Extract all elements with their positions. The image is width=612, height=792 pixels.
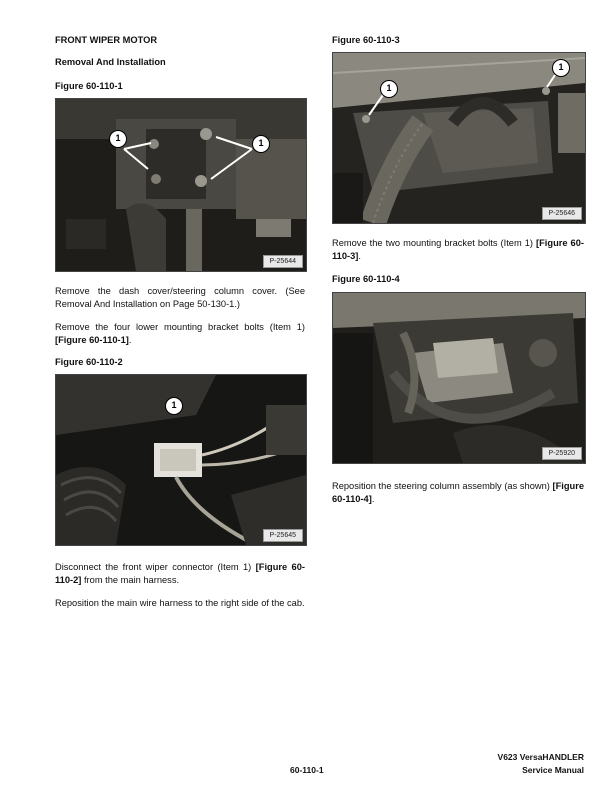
- figure-2-photo: [55, 374, 307, 546]
- paragraph-6-text: Reposition the steering column assembly (as shown): [332, 481, 550, 491]
- paragraph-3-end: from the main harness.: [83, 574, 180, 585]
- footer-product: V623 VersaHANDLER: [497, 752, 584, 762]
- figure-2-photo-number: P-25645: [263, 529, 303, 542]
- figure-1-photo-number: P-25644: [263, 255, 303, 268]
- figure-3-callout-right: 1: [552, 59, 570, 77]
- paragraph-4: Reposition the main wire harness to the right side of the cab.: [55, 598, 305, 608]
- paragraph-2-end: .: [128, 334, 132, 345]
- figure-4-photo-number: P-25920: [542, 447, 582, 460]
- page-number: 60-110-1: [290, 765, 324, 775]
- figure-4-caption: Figure 60-110-4: [332, 274, 400, 284]
- paragraph-6-figure-ref[interactable]: [Figure 60-110-4]: [332, 481, 584, 504]
- footer-manual: Service Manual: [522, 765, 584, 775]
- paragraph-2: [55, 321, 305, 346]
- paragraph-5-end: .: [358, 250, 361, 261]
- paragraph-5: [332, 237, 584, 262]
- figure-3-caption: Figure 60-110-3: [332, 35, 400, 45]
- figure-1-callout-right: 1: [252, 135, 270, 153]
- figure-3-image: [333, 53, 585, 223]
- figure-1-image: [56, 99, 306, 271]
- paragraph-6: [332, 480, 584, 505]
- paragraph-3: [55, 561, 305, 586]
- figure-3-callout-left: 1: [380, 80, 398, 98]
- figure-2-caption: Figure 60-110-2: [55, 357, 123, 367]
- paragraph-1: Remove the dash cover/steering column cover. (See Removal And Installation on Page 50-130-1.): [55, 286, 305, 309]
- paragraph-5-text: Remove the two mounting bracket bolts (Item 1): [332, 238, 533, 248]
- figure-4-image: [333, 293, 585, 463]
- figure-1-photo: [55, 98, 307, 272]
- paragraph-6-end: .: [371, 493, 375, 504]
- figure-2-callout: 1: [165, 397, 183, 415]
- paragraph-2-figure-ref[interactable]: [Figure 60-110-1]: [55, 334, 129, 345]
- figure-4-photo: [332, 292, 586, 464]
- subsection-title: Removal And Installation: [55, 57, 166, 67]
- section-title: FRONT WIPER MOTOR: [55, 35, 158, 45]
- figure-1-caption: Figure 60-110-1: [55, 81, 123, 91]
- figure-1-callout-left: 1: [109, 130, 127, 148]
- figure-3-photo: [332, 52, 586, 224]
- paragraph-2-text: Remove the four lower mounting bracket bolts (Item 1): [55, 322, 305, 332]
- paragraph-3-figure-ref[interactable]: [Figure 60-110-2]: [55, 562, 305, 585]
- figure-3-photo-number: P-25646: [542, 207, 582, 220]
- paragraph-3-text: Disconnect the front wiper connector (Item 1): [55, 562, 252, 572]
- paragraph-5-figure-ref[interactable]: [Figure 60-110-3]: [332, 238, 584, 261]
